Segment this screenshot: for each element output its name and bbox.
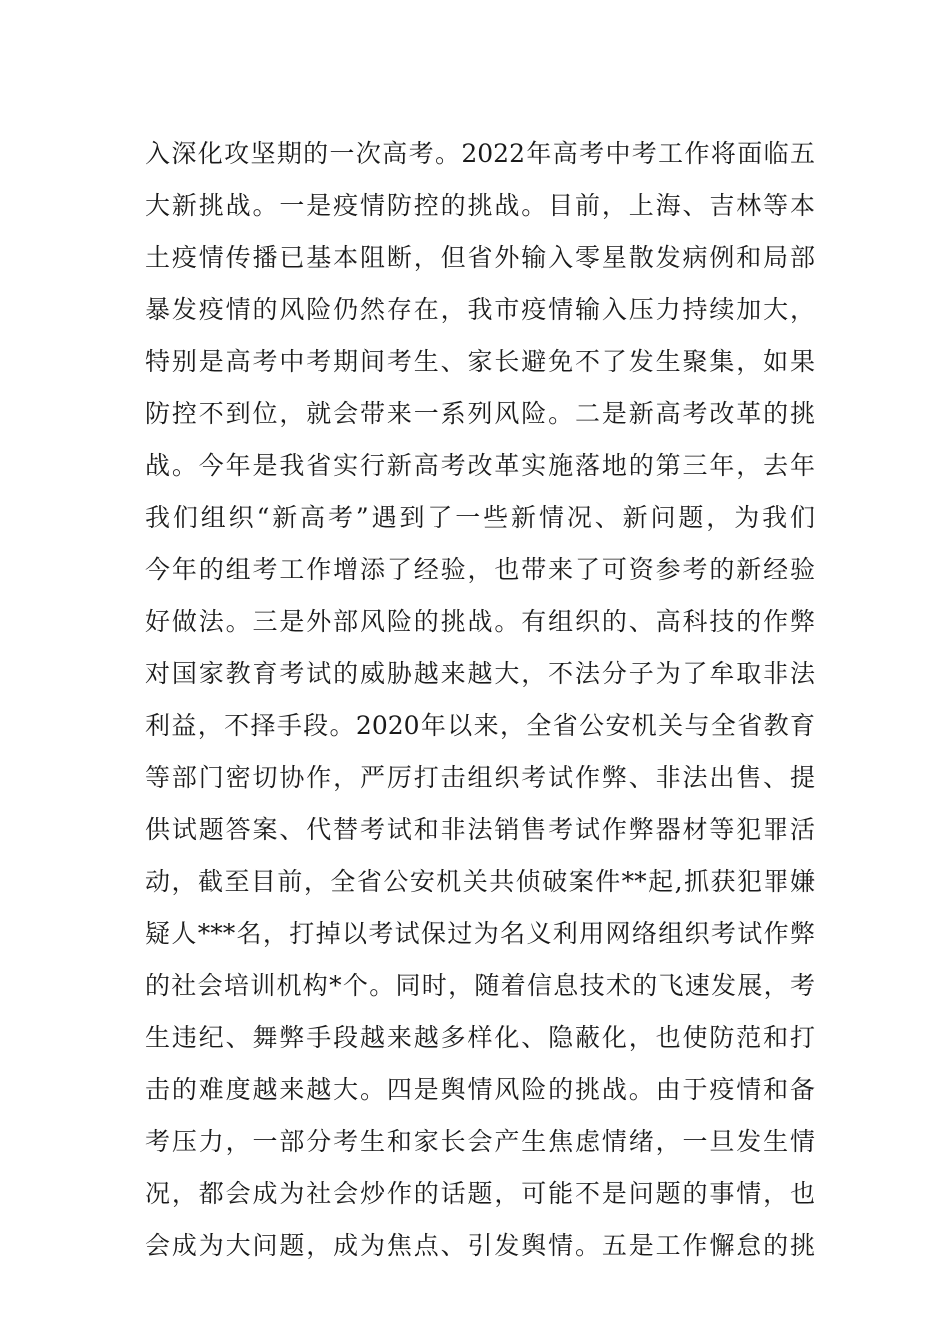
text-line: 我们组织“新高考”遇到了一些新情况、新问题，为我们 — [145, 503, 815, 532]
text-line: 利益，不择手段。2020年以来，全省公安机关与全省教育 — [145, 711, 815, 740]
text-line: 对国家教育考试的威胁越来越大，不法分子为了牟取非法 — [145, 659, 815, 688]
text-line: 考压力，一部分考生和家长会产生焦虑情绪，一旦发生情 — [145, 1127, 815, 1156]
text-line: 好做法。三是外部风险的挑战。有组织的、高科技的作弊 — [145, 607, 815, 636]
body-paragraph — [145, 128, 815, 1272]
text-line: 会成为大问题，成为焦点、引发舆情。五是工作懈怠的挑 — [145, 1231, 815, 1260]
text-line: 况，都会成为社会炒作的话题，可能不是问题的事情，也 — [145, 1179, 815, 1208]
text-line: 供试题答案、代替考试和非法销售考试作弊器材等犯罪活 — [145, 815, 815, 844]
text-line: 大新挑战。一是疫情防控的挑战。目前，上海、吉林等本 — [145, 191, 815, 220]
text-line: 等部门密切协作，严厉打击组织考试作弊、非法出售、提 — [145, 763, 815, 792]
text-line: 暴发疫情的风险仍然存在，我市疫情输入压力持续加大， — [145, 295, 815, 324]
text-line: 土疫情传播已基本阻断，但省外输入零星散发病例和局部 — [145, 243, 815, 272]
text-line: 特别是高考中考期间考生、家长避免不了发生聚集，如果 — [145, 347, 815, 376]
text-line: 防控不到位，就会带来一系列风险。二是新高考改革的挑 — [145, 399, 815, 428]
text-line: 的社会培训机构*个。同时，随着信息技术的飞速发展，考 — [145, 971, 815, 1000]
text-line: 击的难度越来越大。四是舆情风险的挑战。由于疫情和备 — [145, 1075, 815, 1104]
text-line: 疑人***名，打掉以考试保过为名义利用网络组织考试作弊 — [145, 919, 815, 948]
text-line: 今年的组考工作增添了经验，也带来了可资参考的新经验 — [145, 555, 815, 584]
text-line: 入深化攻坚期的一次高考。2022年高考中考工作将面临五 — [145, 139, 815, 168]
text-line: 动，截至目前，全省公安机关共侦破案件**起,抓获犯罪嫌 — [145, 867, 815, 896]
text-line: 生违纪、舞弊手段越来越多样化、隐蔽化，也使防范和打 — [145, 1023, 815, 1052]
text-line: 战。今年是我省实行新高考改革实施落地的第三年，去年 — [145, 451, 815, 480]
